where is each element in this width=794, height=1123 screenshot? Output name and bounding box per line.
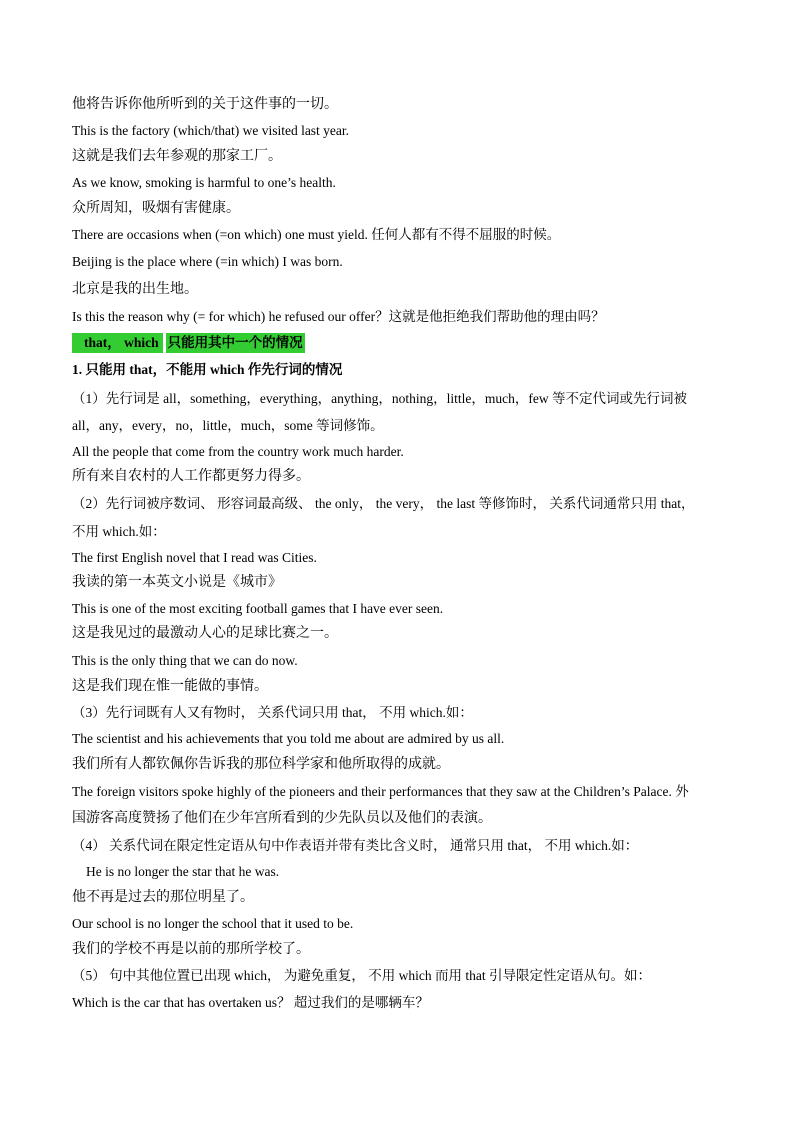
text-line: 国游客高度赞扬了他们在少年宫所看到的少先队员以及他们的表演。 [72,811,492,826]
highlight-description: 只能用其中一个的情况 [166,333,305,353]
text-line: Is this the reason why (= for which) he refused our offer？这就是他拒绝我们帮助他的理由吗？ [72,309,605,324]
text-line: The first English novel that I read was Cities. [72,550,317,565]
text-line: Beijing is the place where (=in which) I was born. [72,254,343,269]
text-line: He is no longer the star that he was. [86,864,280,879]
text-line: This is the factory (which/that) we visited last year. [72,123,350,138]
text-line: 北京是我的出生地。 [72,282,198,297]
text-line: 他将告诉你他所听到的关于这件事的一切。 [72,97,338,112]
highlighted-heading [72,333,305,353]
highlight-keywords: that， which [72,333,163,353]
text-line: 他不再是过去的那位明星了。 [72,890,254,905]
text-line: This is one of the most exciting football games that I have ever seen. [72,601,444,616]
text-line: Which is the car that has overtaken us？ 超过我们的是哪辆车？ [72,995,429,1010]
text-line: 我们所有人都钦佩你告诉我的那位科学家和他所取得的成就。 [72,757,450,772]
text-line: The foreign visitors spoke highly of the pioneers and their performances that they saw at the Children’s Palace. 外 [72,784,689,799]
text-line: 这就是我们去年参观的那家工厂。 [72,149,282,164]
text-line: （2）先行词被序数词、 形容词最高级、 the only， the very， the last 等修饰时， 关系代词通常只用 that， [72,496,695,511]
text-line: 我们的学校不再是以前的那所学校了。 [72,942,310,957]
text-line: 我读的第一本英文小说是《城市》 [72,575,282,590]
text-line: （4） 关系代词在限定性定语从句中作表语并带有类比含义时， 通常只用 that， 不用 which.如： [72,838,639,853]
text-line: As we know, smoking is harmful to one’s health. [72,175,336,190]
text-line: The scientist and his achievements that you told me about are admired by us all. [72,731,505,746]
text-line: 众所周知，吸烟有害健康。 [72,201,240,216]
text-line: （1）先行词是 all，something，everything，anything，nothing，little，much，few 等不定代词或先行词被 [72,391,687,406]
text-line: （3）先行词既有人又有物时， 关系代词只用 that， 不用 which.如： [72,705,473,720]
section-title: 1. 只能用 that，不能用 which 作先行词的情况 [72,362,343,377]
text-line: All the people that come from the country work much harder. [72,444,404,459]
text-line: 所有来自农村的人工作都更努力得多。 [72,469,310,484]
text-line: 不用 which.如： [72,524,166,539]
text-line: 这是我们现在惟一能做的事情。 [72,679,268,694]
text-line: 这是我见过的最激动人心的足球比赛之一。 [72,626,338,641]
text-line: （5） 句中其他位置已出现 which， 为避免重复， 不用 which 而用 that 引导限定性定语从句。如： [72,968,651,983]
text-line: Our school is no longer the school that it used to be. [72,916,354,931]
text-line: There are occasions when (=on which) one must yield. 任何人都有不得不屈服的时候。 [72,227,561,242]
text-line: This is the only thing that we can do now. [72,653,298,668]
text-line: all，any，every，no，little，much，some 等词修饰。 [72,418,384,433]
